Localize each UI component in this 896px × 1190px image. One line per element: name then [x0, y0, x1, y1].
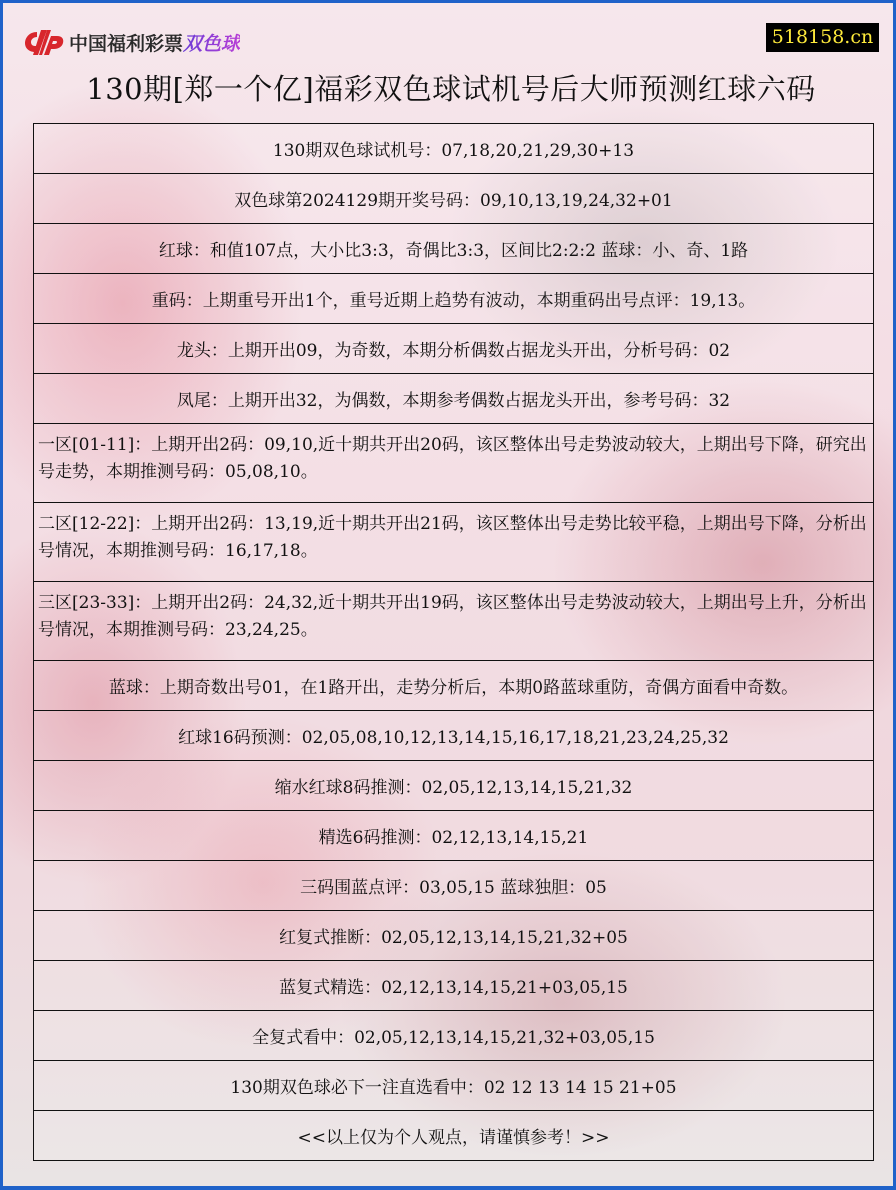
- single-bet-cell: 130期双色球必下一注直选看中：02 12 13 14 15 21+05: [34, 1061, 874, 1111]
- red-16-cell: 红球16码预测：02,05,08,10,12,13,14,15,16,17,18,21,23,24,25,32: [34, 711, 874, 761]
- zone-two-cell: 二区[12-22]：上期开出2码：13,19,近十期共开出21码，该区整体出号走势比较平稳，上期出号下降，分析出号情况，本期推测号码：16,17,18。: [34, 503, 874, 582]
- lottery-logo: [23, 27, 240, 57]
- select-6-cell: 精选6码推测：02,12,13,14,15,21: [34, 811, 874, 861]
- red-compound-cell: 红复式推断：02,05,12,13,14,15,21,32+05: [34, 911, 874, 961]
- table-row: [34, 761, 874, 811]
- table-row: [34, 274, 874, 324]
- table-row: [34, 582, 874, 661]
- table-row: [34, 661, 874, 711]
- table-row: [34, 1011, 874, 1061]
- full-compound-cell: 全复式看中：02,05,12,13,14,15,21,32+03,05,15: [34, 1011, 874, 1061]
- phoenix-tail-cell: 凤尾：上期开出32，为偶数，本期参考偶数占据龙头开出，参考号码：32: [34, 374, 874, 424]
- logo-text: [69, 29, 240, 56]
- table-row: [34, 1061, 874, 1111]
- prediction-table: [33, 123, 874, 1161]
- table-row: [34, 374, 874, 424]
- page-title: 130期[郑一个亿]福彩双色球试机号后大师预测红球六码: [86, 72, 816, 106]
- table-row: [34, 811, 874, 861]
- logo-accent: 双色球: [183, 32, 241, 55]
- table-row: [34, 324, 874, 374]
- red-8-cell: 缩水红球8码推测：02,05,12,13,14,15,21,32: [34, 761, 874, 811]
- blue-three-cell: 三码围蓝点评：03,05,15 蓝球独胆：05: [34, 861, 874, 911]
- table-row: [34, 503, 874, 582]
- table-row: [34, 424, 874, 503]
- table-row: [34, 911, 874, 961]
- disclaimer-cell: <<以上仅为个人观点，请谨慎参考！>>: [34, 1111, 874, 1161]
- repeat-cell: 重码：上期重号开出1个，重号近期上趋势有波动，本期重码出号点评：19,13。: [34, 274, 874, 324]
- dragon-head-cell: 龙头：上期开出09，为奇数，本期分析偶数占据龙头开出，分析号码：02: [34, 324, 874, 374]
- zone-one-cell: 一区[01-11]：上期开出2码：09,10,近十期共开出20码，该区整体出号走势波动较大，上期出号下降，研究出号走势，本期推测号码：05,08,10。: [34, 424, 874, 503]
- stats-cell: 红球：和值107点，大小比3:3，奇偶比3:3，区间比2:2:2 蓝球：小、奇、1路: [34, 224, 874, 274]
- table-row: [34, 1111, 874, 1161]
- trial-numbers-cell: 130期双色球试机号：07,18,20,21,29,30+13: [34, 124, 874, 174]
- table-row: [34, 224, 874, 274]
- zone-three-cell: 三区[23-33]：上期开出2码：24,32,近十期共开出19码，该区整体出号走势波动较大，上期出号上升，分析出号情况，本期推测号码：23,24,25。: [34, 582, 874, 661]
- cwl-logo-icon: [23, 28, 65, 56]
- table-row: [34, 861, 874, 911]
- logo-name: 中国福利彩票: [69, 32, 184, 55]
- table-row: [34, 961, 874, 1011]
- draw-result-cell: 双色球第2024129期开奖号码：09,10,13,19,24,32+01: [34, 174, 874, 224]
- blue-compound-cell: 蓝复式精选：02,12,13,14,15,21+03,05,15: [34, 961, 874, 1011]
- blue-ball-cell: 蓝球：上期奇数出号01，在1路开出，走势分析后，本期0路蓝球重防，奇偶方面看中奇数。: [34, 661, 874, 711]
- site-badge: 518158.cn: [766, 23, 879, 52]
- table-row: [34, 124, 874, 174]
- table-row: [34, 174, 874, 224]
- table-row: [34, 711, 874, 761]
